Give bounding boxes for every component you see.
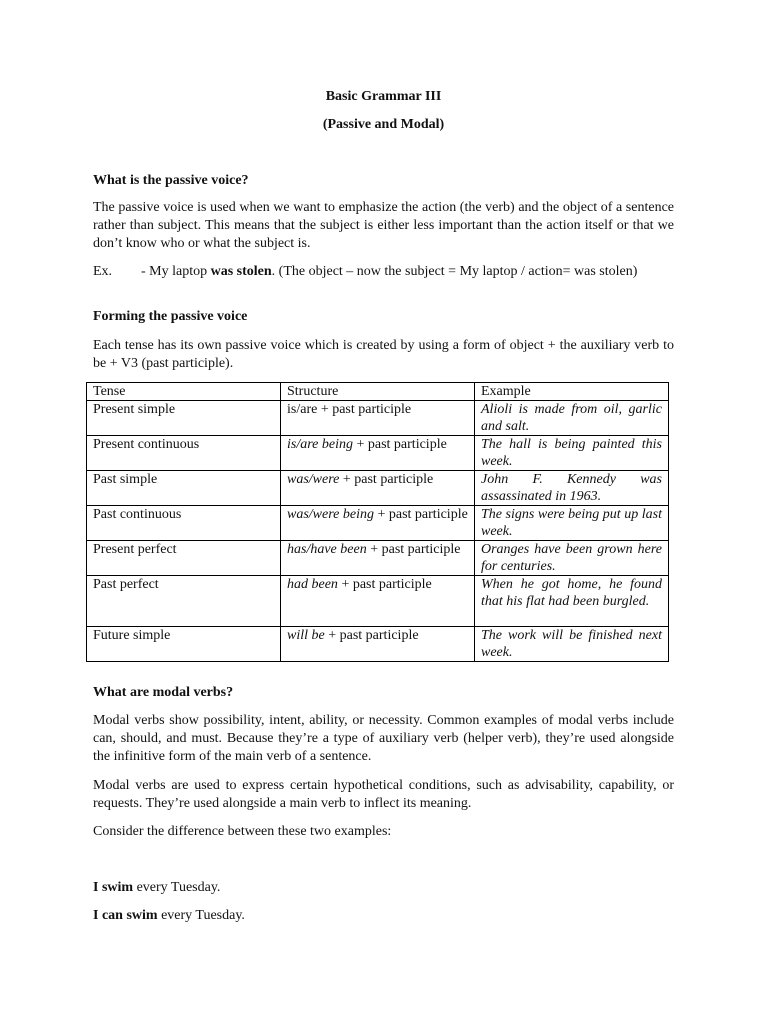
example-1-bold: I swim (93, 880, 134, 895)
forming-heading: Forming the passive voice (93, 309, 248, 324)
passive-paragraph: The passive voice is used when we want to emphasize the action (the verb) and the object of a sentence rather than subject. This means that the subject is either less important than the action itself or that we don’t know who or what the subject is. (93, 200, 674, 251)
example-cell: Oranges have been grown here for centuries. (475, 541, 669, 576)
example-cell: When he got home, he found that his flat had been burgled. (475, 576, 669, 627)
modal-example-2 (93, 907, 674, 925)
table-row (87, 436, 669, 471)
tense-cell: Present continuous (87, 436, 281, 471)
example-2-rest: every Tuesday. (157, 908, 245, 923)
example-cell: The work will be finished next week. (475, 627, 669, 662)
document-subtitle: (Passive and Modal) (322, 117, 445, 132)
document-title: Basic Grammar III (325, 89, 442, 104)
example-cell: John F. Kennedy was assassinated in 1963. (475, 471, 669, 506)
modal-example-1 (93, 879, 674, 897)
modal-paragraph-3: Consider the difference between these two examples: (93, 824, 392, 839)
tense-cell: Present simple (87, 401, 281, 436)
structure-cell: had been + past participle (281, 576, 475, 627)
example-cell: The hall is being painted this week. (475, 436, 669, 471)
structure-cell: will be + past participle (281, 627, 475, 662)
passive-heading: What is the passive voice? (93, 173, 249, 188)
tense-cell: Past simple (87, 471, 281, 506)
tense-cell: Past continuous (87, 506, 281, 541)
structure-cell: has/have been + past participle (281, 541, 475, 576)
table-row (87, 506, 669, 541)
table-row (87, 471, 669, 506)
passive-example (93, 263, 674, 281)
passive-tense-table (86, 382, 669, 662)
example-cell: Alioli is made from oil, garlic and salt. (475, 401, 669, 436)
table-row (87, 541, 669, 576)
structure-cell: was/were + past participle (281, 471, 475, 506)
example-2-bold: I can swim (93, 908, 158, 923)
example-cell: The signs were being put up last week. (475, 506, 669, 541)
header-tense: Tense (87, 383, 281, 401)
example-post: . (The object – now the subject = My laptop / action= was stolen) (271, 264, 638, 279)
example-pre: - My laptop (141, 264, 211, 279)
table-header-row (87, 383, 669, 401)
modal-paragraph-1: Modal verbs show possibility, intent, ability, or necessity. Common examples of modal verbs include can, should, and must. Because they’re a type of auxiliary verb (helper verb), they’re used alongside the infinitive form of the main verb of a sentence. (93, 713, 674, 764)
modal-paragraph-2: Modal verbs are used to express certain hypothetical conditions, such as advisability, capability, or requests. They’re used alongside a main verb to inflect its meaning. (93, 778, 674, 811)
header-example: Example (475, 383, 669, 401)
example-label: Ex. (93, 264, 113, 279)
table-row (87, 576, 669, 627)
tense-cell: Present perfect (87, 541, 281, 576)
structure-cell: is/are + past participle (281, 401, 475, 436)
tense-cell: Past perfect (87, 576, 281, 627)
table-row (87, 627, 669, 662)
structure-cell: was/were being + past participle (281, 506, 475, 541)
example-bold: was stolen (210, 264, 272, 279)
example-1-rest: every Tuesday. (133, 880, 221, 895)
modal-heading: What are modal verbs? (93, 685, 234, 700)
structure-cell: is/are being + past participle (281, 436, 475, 471)
forming-paragraph: Each tense has its own passive voice which is created by using a form of object + the auxiliary verb to be + V3 (past participle). (93, 338, 674, 371)
tense-cell: Future simple (87, 627, 281, 662)
table-row (87, 401, 669, 436)
header-structure: Structure (281, 383, 475, 401)
